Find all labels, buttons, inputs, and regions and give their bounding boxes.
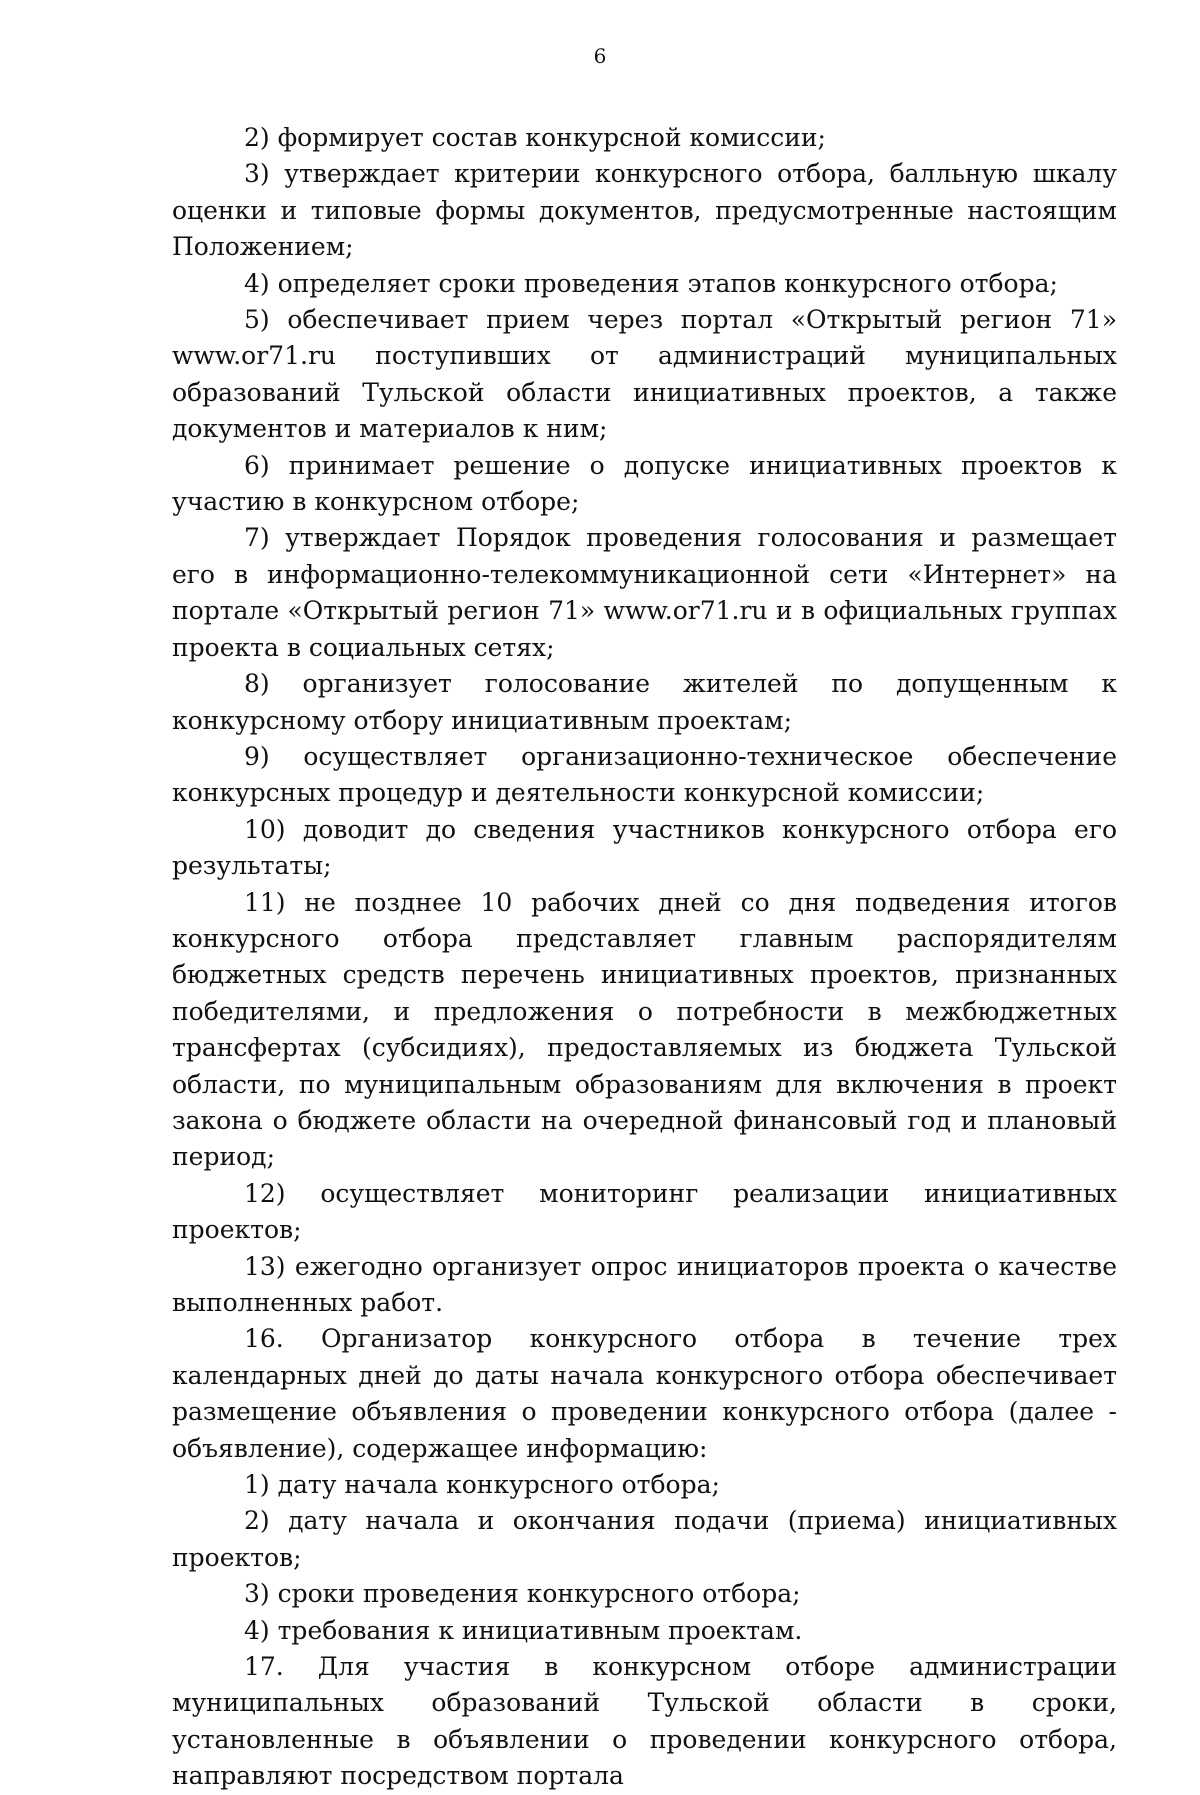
paragraph-clause-16-item-1: 1) дату начала конкурсного отбора; — [244, 1470, 720, 1500]
paragraph-clause-16-item-4: 4) требования к инициативным проектам. — [244, 1615, 803, 1645]
paragraph-clause-16-item-3: 3) сроки проведения конкурсного отбора; — [244, 1579, 801, 1609]
paragraph-clause-17: 17. Для участия в конкурсном отборе администрации муниципальных образований Тульской области в сроки, установленные в объявлении о проведении конкурсного отбора, направляют посредством портала — [172, 1652, 1117, 1791]
paragraph-item-11-budget: 11) не позднее 10 рабочих дней со дня подведения итогов конкурсного отбора представляет главным распорядителям бюджетных средств перечень инициативных проектов, признанных победителями, и предложения о потребности в межбюджетных трансфертах (субсидиях), предоставляемых из бюджета Тульской области, по муниципальным образованиям для включения в проект закона о бюджете области на очередной финансовый год и плановый период; — [172, 887, 1117, 1172]
paragraph-item-6-admission: 6) принимает решение о допуске инициативных проектов к участию в конкурсном отборе; — [172, 450, 1117, 517]
paragraph-clause-16: 16. Организатор конкурсного отбора в течение трех календарных дней до даты начала конкурсного отбора обеспечивает размещение объявления о проведении конкурсного отбора (далее - объявление), содержащее информацию: — [172, 1324, 1117, 1463]
document-body — [172, 120, 1117, 1795]
paragraph-item-3-criteria: 3) утверждает критерии конкурсного отбора, балльную шкалу оценки и типовые формы документов, предусмотренные настоящим Положением; — [172, 159, 1117, 262]
paragraph-clause-16-item-2: 2) дату начала и окончания подачи (приема) инициативных проектов; — [172, 1506, 1117, 1572]
paragraph-item-5-portal: 5) обеспечивает прием через портал «Открытый регион 71» www.or71.ru поступивших от администраций муниципальных образований Тульской области инициативных проектов, а также документов и материалов к ним; — [172, 305, 1117, 444]
paragraph-item-4-deadlines: 4) определяет сроки проведения этапов конкурсного отбора; — [244, 268, 1058, 298]
paragraph-item-12-monitoring: 12) осуществляет мониторинг реализации инициативных проектов; — [172, 1178, 1117, 1245]
paragraph-item-13-survey: 13) ежегодно организует опрос инициаторов проекта о качестве выполненных работ. — [172, 1251, 1117, 1317]
page-number: 6 — [593, 44, 607, 68]
paragraph-item-10-results: 10) доводит до сведения участников конкурсного отбора его результаты; — [172, 814, 1117, 881]
paragraph-item-2-commission: 2) формирует состав конкурсной комиссии; — [244, 123, 826, 152]
paragraph-item-8-voting: 8) организует голосование жителей по допущенным к конкурсному отбору инициативным проектам; — [172, 669, 1117, 735]
paragraph-item-9-support: 9) осуществляет организационно-техническое обеспечение конкурсных процедур и деятельности конкурсной комиссии; — [172, 741, 1117, 808]
paragraph-item-7-voting-order: 7) утверждает Порядок проведения голосования и размещает его в информационно-телекоммуникационной сети «Интернет» на портале «Открытый регион 71» www.or71.ru и в официальных группах проекта в социальных сетях; — [172, 523, 1117, 662]
